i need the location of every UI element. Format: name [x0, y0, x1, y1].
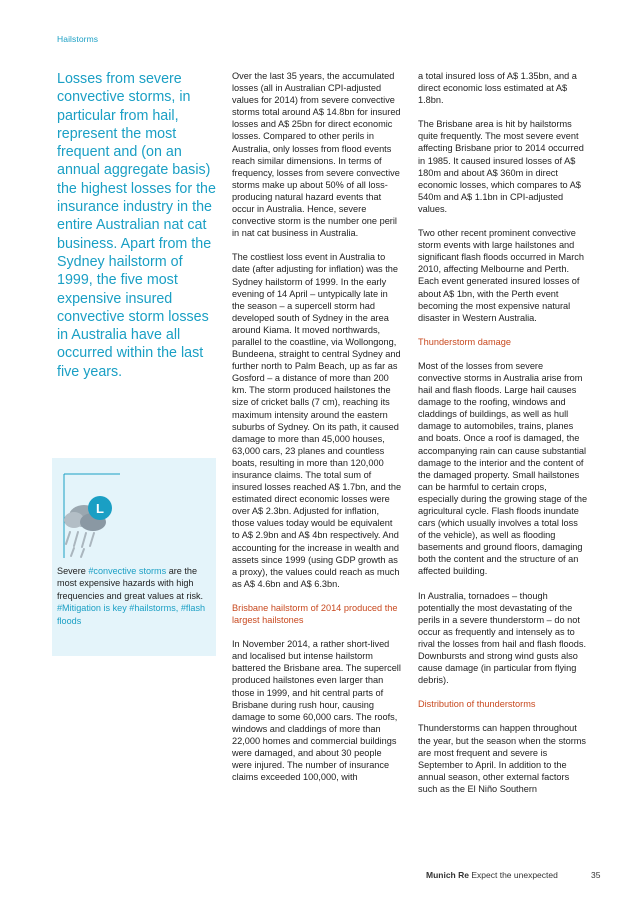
paragraph: The Brisbane area is hit by hailstorms quite frequently. The most severe event affecting Brisbane prior to 2014 occurred in 1985. It caused insured losses of A$ 180m and about A$ 360m in direct economic losses, which compares to A$ 540m and A$ 1.1bn in CPI-adjusted values.: [418, 119, 584, 214]
icon-letter: L: [96, 501, 104, 516]
brand-name: Munich Re: [426, 870, 469, 880]
paragraph: Over the last 35 years, the accumulated losses (all in Australian CPI-adjusted values for 2014) from severe convective storms total around A$ 14.8bn for insured losses and A$ 25bn for direct economic losses. Compared to other perils in Australia, only losses from flood events reach similar dimensions. In terms of frequency, losses from severe convective storms make up about 50% of all loss-producing natural hazard events that occur in Australia. Hence, severe convective storm is the number one peril in nat cat business in Australia.: [232, 71, 401, 239]
tagline: Expect the unexpected: [471, 870, 558, 880]
paragraph: Thunderstorms can happen throughout the year, but the season when the storms are most frequent and severe is September to April. In addition to the annual season, other external factors such as the El Niño Southern: [418, 723, 587, 794]
page-number: 35: [591, 870, 601, 880]
convective-storms-hashtag[interactable]: #convective storms: [88, 566, 167, 576]
subheading: Distribution of thunderstorms: [418, 699, 536, 710]
page-footer: [426, 870, 601, 880]
mitigation-hailstorms-floods-hashtags[interactable]: #Mitigation is key #hailstorms, #flash floods: [57, 603, 206, 626]
subheading: Brisbane hailstorm of 2014 produced the largest hailstones: [232, 602, 398, 626]
paragraph: The costliest loss event in Australia to date (after adjusting for inflation) was the Sydney hailstorm of 1999. In the early evening of 14 April – untypically late in the season – a supercell storm had developed south of Sydney in the area around Kiama. It moved northwards, parallel to the coastline, via Wollongong, Bundeena, straight to central Sydney and further north to Palm Beach, up as far as Gosford – a distance of more than 200 km. The storm produced hailstones the size of cricket balls (7 cm), reaching its maximum intensity around the eastern suburbs of Sydney. On its path, it caused damage to more than 45,000 houses, 63,000 cars, 23 planes and countless boats, resulting in more than 120,000 insurance claims. The total sum of insured losses reached A$ 1.7bn, and the estimated direct economic losses were over A$ 2.3bn. Adjusted for inflation, those values today would be equivalent to A$ 2.9bn and A$ 4bn respectively. And accounting for the increase in wealth and assets since 1999 (using GDP growth as a proxy), the values could reach as much as A$ 4.6bn and A$ 6.3bn.: [232, 252, 402, 589]
paragraph: Most of the losses from severe convective storms in Australia arise from hail and flash floods. Large hail causes damage to the roofing, windows and claddings of buildings, as well as hull damage to automobiles, trains, planes and boats. Once a roof is damaged, the accompanying rain can cause substantial damage to the interior and the content of the damaged property. Small hailstones can be harmful to certain crops, especially during the growing stage of the agricultural cycle. Flash floods inundate cars (which usually involves a total loss of the vehicle), as well as flooding basements and ground floors, damaging both the content and the structure of an affected building.: [418, 360, 588, 577]
caption-text: Severe: [57, 566, 89, 576]
paragraph: In Australia, tornadoes – though potentially the most devastating of the perils in a severe thunderstorm – do not occur as frequently and intensely as to rival the losses from hail and flash floods. Downbursts and strong wind gusts also cause damage (in particular from flying debris).: [418, 590, 587, 686]
text-column-1: [232, 70, 402, 795]
section-label: Hailstorms: [57, 34, 99, 44]
paragraph: Two other recent prominent convective storm events with large hailstones and significant flash floods occurred in March 2010, affecting Melbourne and Perth. Each event generated insured losses of about A$ 1bn, with the Perth event becoming the most expensive natural disaster in Western Australia.: [418, 228, 584, 323]
paragraph: a total insured loss of A$ 1.35bn, and a direct economic loss estimated at A$ 1.8bn.: [418, 71, 577, 106]
infobox-caption: [57, 565, 209, 627]
paragraph: In November 2014, a rather short-lived and localised but intense hailstorm battered the Brisbane area. The supercell produced hailstones even larger than those in 1999, and hit central parts of Brisbane during rush hour, causing damage to some 60,000 cars. The roofs, windows and claddings of more than 22,000 homes and commercial buildings were damaged, and about 30 people were injured. The number of insurance claims exceeded 100,000, with: [232, 639, 401, 783]
hashtag-info-box: [52, 458, 216, 656]
subheading: Thunderstorm damage: [418, 336, 511, 347]
hailstorm-cloud-icon: [60, 472, 124, 565]
text-column-2: [418, 70, 588, 807]
caption-text: are the most expensive hazards with high frequencies and great values at risk.: [57, 566, 204, 601]
pull-quote: Losses from severe convective storms, in particular from hail, represent the most frequent and (on an annual aggregate basis) the highest losses for the insurance industry in the entire Australian nat cat business. Apart from the Sydney hailstorm of 1999, the five most expensive insured convective storm losses in Australia have all occurred within the last five years.: [57, 71, 216, 380]
